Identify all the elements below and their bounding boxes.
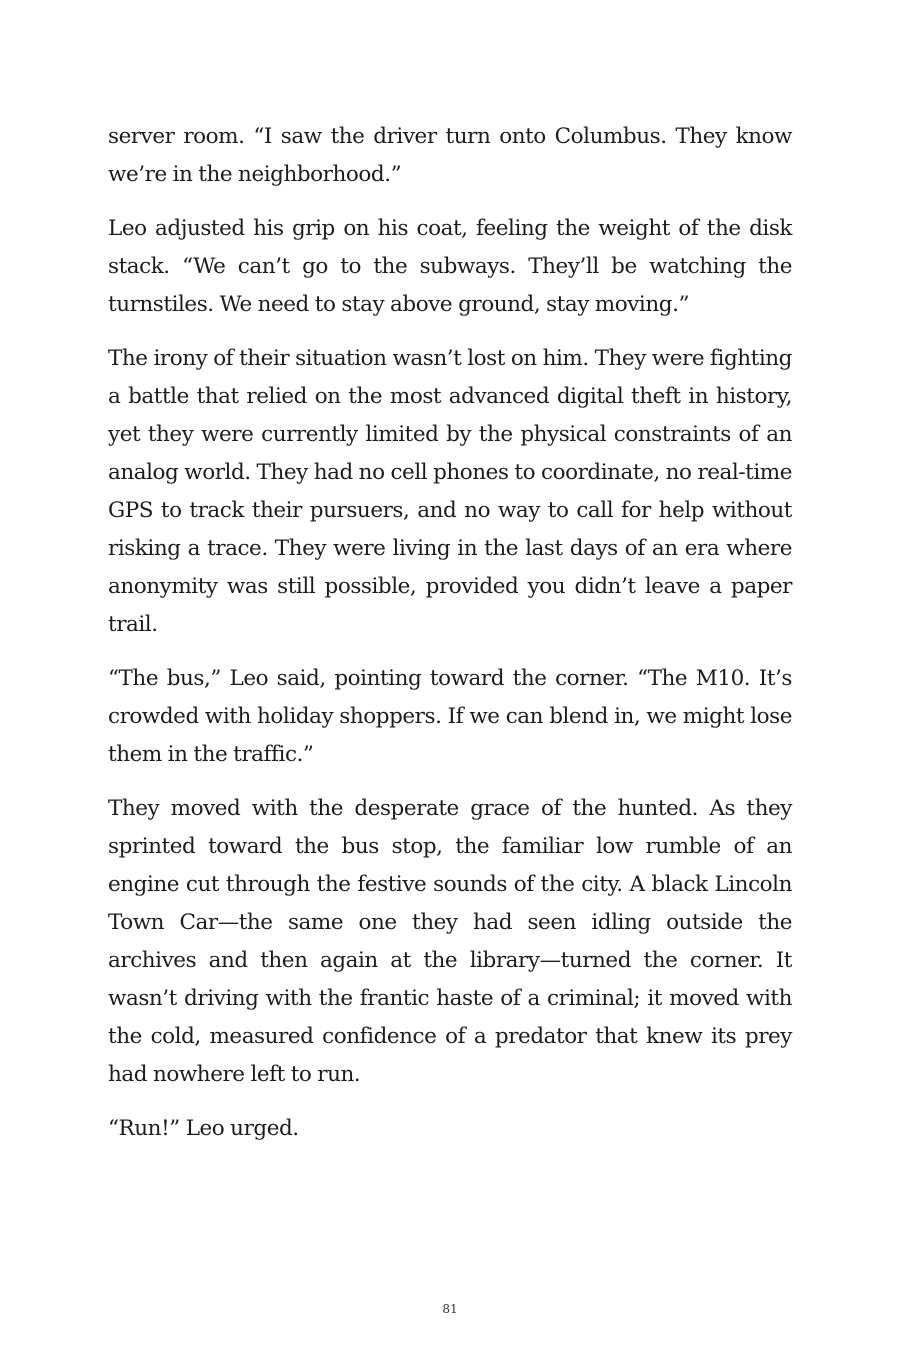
paragraph: Leo adjusted his grip on his coat, feeling the weight of the disk stack. “We can’t go to the subways. They’ll be watching the turnstiles. We need to stay above ground, stay moving.” — [108, 216, 792, 317]
page-number: 81 — [442, 1302, 458, 1316]
body-text — [108, 118, 792, 1164]
paragraph: “The bus,” Leo said, pointing toward the corner. “The M10. It’s crowded with holiday shoppers. If we can blend in, we might lose them in the traffic.” — [108, 666, 792, 767]
paragraph: server room. “I saw the driver turn onto Columbus. They know we’re in the neighborhood.” — [108, 124, 792, 187]
paragraph: The irony of their situation wasn’t lost on him. They were fighting a battle that relied on the most advanced digital theft in history, yet they were currently limited by the physical constraints of an analog world. They had no cell phones to coordinate, no real-time GPS to track their pursuers, and no way to call for help without risking a trace. They were living in the last days of an era where anonymity was still possible, provided you didn’t leave a paper trail. — [108, 346, 792, 637]
paragraph: “Run!” Leo urged. — [108, 1116, 299, 1141]
paragraph: They moved with the desperate grace of the hunted. As they sprinted toward the bus stop, the familiar low rumble of an engine cut through the festive sounds of the city. A black Lincoln Town Car—the same one they had seen idling outside the archives and then again at the library—turned the corner. It wasn’t driving with the frantic haste of a criminal; it moved with the cold, measured confidence of a predator that knew its prey had nowhere left to run. — [108, 796, 792, 1087]
